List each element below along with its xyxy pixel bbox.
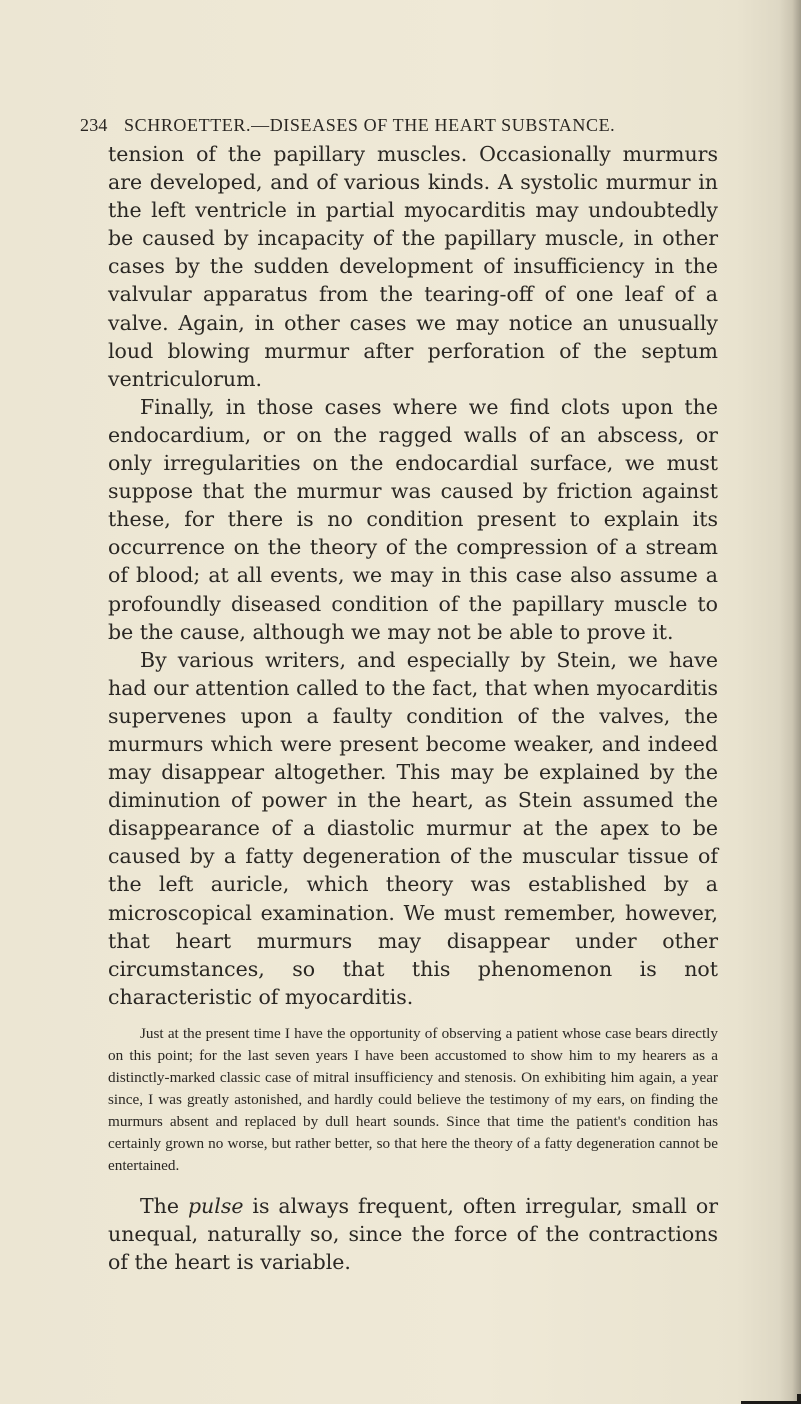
- pulse-prefix: The: [140, 1193, 188, 1218]
- body-text: [108, 140, 718, 1276]
- small-print-note: [108, 1023, 718, 1178]
- pulse-suffix: is always frequent, often irregular, small or unequal, naturally so, since the force of the contractions of the heart is variable.: [108, 1193, 718, 1274]
- paragraph-1: tension of the papillary muscles. Occasionally murmurs are developed, and of various kinds. A systolic murmur in the left ventricle in partial myocarditis may undoubtedly be caused by incapacity of the papillary muscle, in other cases by the sudden development of insufficiency in the valvular apparatus from the tearing-off of one leaf of a valve. Again, in other cases we may notice an unusually loud blowing murmur after perforation of the septum ventriculorum.: [108, 142, 718, 391]
- closing-text: [108, 1192, 718, 1276]
- page-edge-shadow: [779, 0, 801, 1404]
- pulse-paragraph: [108, 1192, 718, 1276]
- pulse-term: pulse: [187, 1193, 244, 1218]
- running-head: [80, 115, 740, 136]
- running-title: SCHROETTER.—DISEASES OF THE HEART SUBSTANCE.: [124, 115, 616, 135]
- corner-mark: [741, 1394, 801, 1404]
- page-number: 234: [80, 115, 108, 135]
- small-paragraph: Just at the present time I have the opportunity of observing a patient whose case bears directly on this point; for the last seven years I have been accustomed to show him to my hearers as a distinctly-marked classic case of mitral insufficiency and stenosis. On exhibiting him again, a year since, I was greatly astonished, and hardly could believe the testimony of my ears, on finding the murmurs absent and replaced by dull heart sounds. Since that time the patient's condition has certainly grown no worse, but rather better, so that here the theory of a fatty degeneration cannot be entertained.: [108, 1024, 718, 1175]
- paragraph-3: By various writers, and especially by Stein, we have had our attention called to the fact, that when myocarditis supervenes upon a faulty condition of the valves, the murmurs which were present become weaker, and indeed may disappear altogether. This may be explained by the diminution of power in the heart, as Stein assumed the disappearance of a diastolic murmur at the apex to be caused by a fatty degeneration of the muscular tissue of the left auricle, which theory was established by a microscopical examination. We must remember, however, that heart murmurs may disappear under other circumstances, so that this phenomenon is not characteristic of myocarditis.: [108, 647, 718, 1009]
- main-text: [108, 140, 718, 1011]
- paragraph-2: Finally, in those cases where we find clots upon the endocardium, or on the ragged walls of an abscess, or only irregularities on the endocardial surface, we must suppose that the murmur was caused by friction against these, for there is no condition present to explain its occurrence on the theory of the compression of a stream of blood; at all events, we may in this case also assume a profoundly diseased condition of the papillary muscle to be the cause, although we may not be able to prove it.: [108, 394, 718, 644]
